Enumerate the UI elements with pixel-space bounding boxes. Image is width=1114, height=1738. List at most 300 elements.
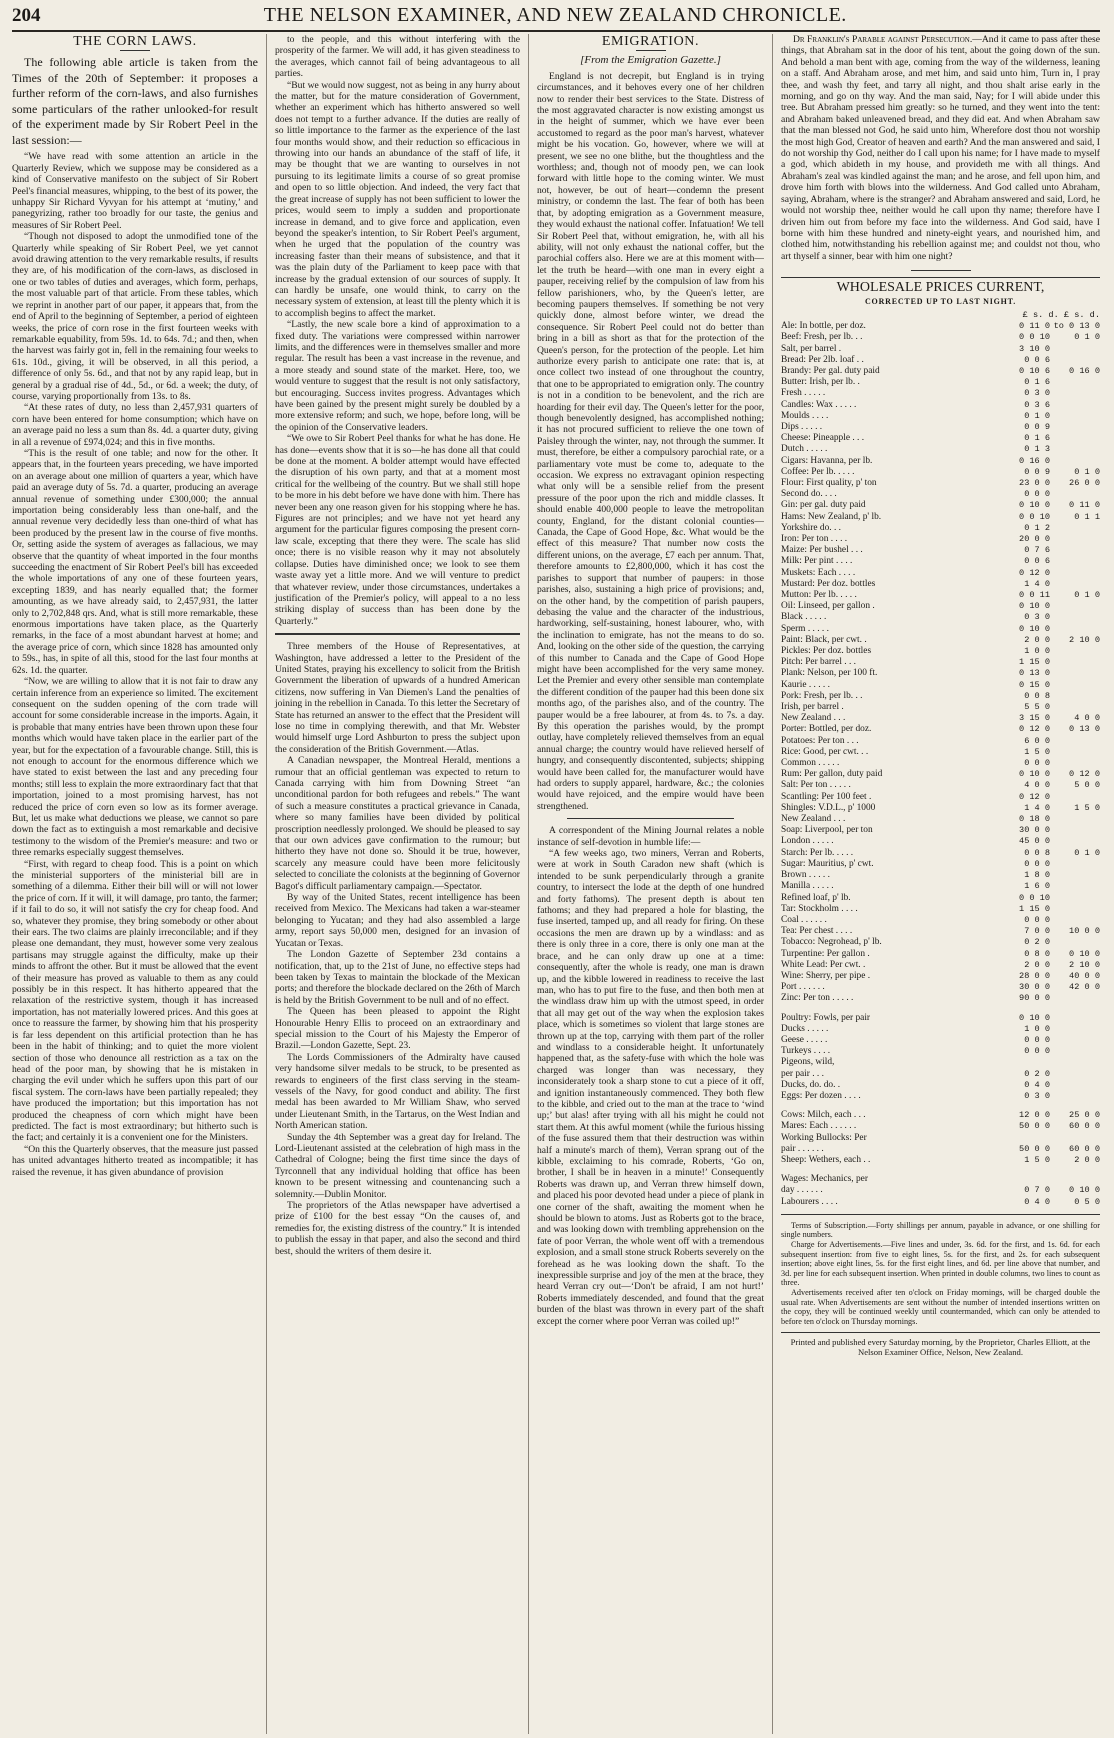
price-item: Hams: New Zealand, p' lb. [781, 511, 882, 522]
price-high [1050, 937, 1100, 948]
price-high: 42 0 0 [1069, 982, 1100, 993]
price-high: 0 5 0 [1074, 1196, 1100, 1207]
paragraph: “First, with regard to cheap food. This is a point on which the ministerial supporters of the ministerial bill are in something of a dilemma. Either their bill will or will not lower the price of corn. If it will, it will damage, pro tanto, the farmer; if it fail to do so, it will not satisfy the cry for cheap food. And so, whatever they promise, they bring somebody or other about their ears. The two claims are plainly irreconcilable; and if they please one demandant, they must, however some very zealous partisans may struggle against the difficulty, make up their minds to affront the other. But it must be allowed that the event of their measure has proved as valuable to them as any could possibly be in this respect. It has hitherto appeared that the relaxation of the restrictive system, though it has increased importation, has not materially lowered prices. And this goes at once to reassure the farmer, by showing him that his prosperity is far less dependent on this artificial protection than he has been in the habit of thinking; and to quiet the more violent section of those who denounce all restriction as a tax on the head of the poor man, by showing that he is mistaken in charging the evil under which he suffers upon this part of our fiscal system. The corn-laws have been partially repealed; they have produced the importation; but this importation has not produced the cheapness of corn which might have been predicted. The fact is most extraordinary; but hitherto such is the fact; and certainly it is a convenient one for the Ministers. [12, 858, 258, 1144]
price-low: 0 0 11 [1019, 590, 1050, 601]
price-high [1050, 624, 1100, 635]
price-row [781, 915, 1100, 926]
price-row [781, 624, 1100, 635]
price-low: 0 15 0 [1019, 679, 1050, 690]
price-high [1050, 1091, 1100, 1102]
price-item: Tea: Per chest . . . . [781, 926, 853, 937]
price-low: 0 10 6 [1019, 365, 1050, 376]
price-item: Candles: Wax . . . . . [781, 399, 857, 410]
price-low: 0 0 0 [1024, 914, 1050, 925]
price-item: Gin: per gal. duty paid [781, 500, 866, 511]
price-high [1050, 456, 1100, 467]
livestock-table [781, 1110, 1100, 1166]
price-row [781, 1174, 1100, 1185]
corn-laws-heading: THE CORN LAWS. [73, 34, 197, 49]
price-item: Poultry: Fowls, per pair [781, 1012, 871, 1023]
paragraph: The proprietors of the Atlas newspaper have advertised a prize of £100 for the best essay “On the causes of, and remedies for, the existing distress of the country.” It is intended to publish the essay in that paper, and also the second and third best, should the writers of them desire it. [275, 1200, 520, 1257]
price-high: 0 13 0 [1069, 724, 1100, 735]
price-low: 1 0 0 [1024, 646, 1050, 657]
price-row [781, 668, 1100, 679]
price-high [1050, 1046, 1100, 1057]
price-row [781, 1185, 1100, 1196]
price-high [1050, 1035, 1100, 1046]
price-high [1050, 904, 1100, 915]
price-low: 0 7 6 [1024, 545, 1050, 556]
paragraph: “A few weeks ago, two miners, Verran and Roberts, were at work in South Caradon new shaft (which is intended to be sunk perpendicularly through a granite country, to intersect the lode at the depth of one hundred and forty fathoms). The present depth is about ten fathoms; and they had prepared a hole for blasting, the fuse inserted, tamped up, and all ready for firing. On these occasions the men are drawn up by a windlass: and as there is only three in a core, there is only one man at the brace, and he can only draw up one at a time: consequently, after the whole is ready, one man is drawn up, and the kibble lowered in readiness to receive the last man, who has to put fire to the fuse, and then both men at the windlass draw him up with the utmost speed, in order that all may get out of the way when the explosion takes place, which is sometimes so violent that large stones are thrown up at the top, carrying with them part of the roller and windlass to a considerable height. It unfortunately happened that, as the safety-fuse with which the hole was charged was longer than was necessary, they inconsiderately took a sharp stone to cut a piece of it off, and ignition instantaneously commenced. They both flew to the kibble, and cried out to the man at the trace to ‘wind up;’ but alas! after trying with all his might he could not start them. At this awful moment (while the furious hissing of the fuse assured them that their destruction was within half a minute's march of them), Verran sprang out of the kibble, exclaiming to his comrade, Roberts, ‘Go on, brother, I shall be in heaven in a minute!’ Consequently Roberts was drawn up, and Verran threw himself down, and placed his poor devoted head under a piece of plank in one corner of the shaft, awaiting the moment when he should be blown to atoms. Just as Roberts got to the brace, and was looking down with trembling apprehension on the fate of poor Verran, the whole went off with a tremendous explosion, and a small stone struck Roberts severely on the forehead as he was looking down the shaft. To the inexpressible surprise and joy of the men at the brace, they heard Verran cry out—‘Don't be afraid, I am not hurt!’ Roberts immediately descended, and found that the great burden of the blast was thrown in every part of the shaft except the corner where poor Verran was coiled up!” [537, 848, 764, 1327]
price-item: Starch: Per lb. . . . . [781, 847, 854, 858]
price-high [1050, 545, 1100, 556]
price-item: Yorkshire do. . . [781, 522, 841, 533]
price-high: 0 1 0 [1074, 847, 1100, 858]
price-item: Rice: Good, per cwt. . . [781, 746, 869, 757]
price-row [781, 590, 1100, 601]
columns [12, 34, 1100, 1734]
price-high [1050, 523, 1100, 534]
price-low: 0 11 0 [1019, 321, 1050, 332]
price-row [781, 478, 1100, 489]
price-high [1050, 668, 1100, 679]
price-item: Ale: In bottle, per doz. [781, 321, 866, 332]
price-high [1050, 344, 1100, 355]
paragraph: The Queen has been pleased to appoint the Right Honourable Henry Ellis to proceed on an extraordinary and special mission to the Court of his Majesty the Emperor of Brazil.—London Gazette, Sept. 23. [275, 1006, 520, 1052]
price-item: Mutton: Per lb. . . . . [781, 590, 857, 601]
price-row [781, 400, 1100, 411]
price-item: pair . . . . . . [781, 1143, 824, 1154]
price-row [781, 1035, 1100, 1046]
price-low: 0 1 0 [1024, 410, 1050, 421]
price-row [781, 388, 1100, 399]
price-high: 2 10 0 [1069, 959, 1100, 970]
price-high: to 0 13 0 [1053, 321, 1100, 332]
price-item: Brown . . . . . [781, 870, 830, 881]
price-low: 1 4 0 [1024, 578, 1050, 589]
wages-table [781, 1174, 1100, 1208]
paragraph: “We have read with some attention an article in the Quarterly Review, which we suppose may be considered as a kind of Conservative manifesto on the subject of Sir Robert Peel's financial measures, whipping, to the best of its power, the unhappy Sir Richard Vyvyan for his attempt at ‘mutiny,’ and panegyrizing, rather too broadly for our taste, the genius and measures of Sir Robert Peel. [12, 151, 258, 231]
price-low: 0 16 0 [1019, 455, 1050, 466]
price-row [781, 836, 1100, 847]
price-low: 0 1 3 [1024, 444, 1050, 455]
mining-story [537, 825, 764, 1327]
price-row [781, 960, 1100, 971]
price-row [781, 993, 1100, 1004]
price-low: 0 0 6 [1024, 556, 1050, 567]
price-high [1050, 1174, 1100, 1185]
price-high [1050, 893, 1100, 904]
price-high [1050, 422, 1100, 433]
price-row [781, 1155, 1100, 1166]
price-high [1050, 1069, 1100, 1080]
price-high [1050, 612, 1100, 623]
price-low: 0 0 0 [1024, 489, 1050, 500]
price-row [781, 982, 1100, 993]
price-row [781, 1080, 1100, 1091]
prices-units [781, 310, 1100, 321]
price-item: Cows: Milch, each . . . [781, 1110, 866, 1121]
price-row [781, 870, 1100, 881]
price-high [1050, 993, 1100, 1004]
price-row [781, 769, 1100, 780]
price-item: Ducks, do. do. . [781, 1079, 841, 1090]
price-low: 0 12 0 [1019, 567, 1050, 578]
price-row [781, 579, 1100, 590]
price-high [1050, 1057, 1100, 1068]
price-item: Turpentine: Per gallon . [781, 948, 870, 959]
divider [567, 818, 734, 819]
price-row [781, 691, 1100, 702]
price-high [1050, 568, 1100, 579]
price-high: 26 0 0 [1069, 477, 1100, 488]
price-low [998, 1174, 1050, 1185]
price-row [781, 467, 1100, 478]
price-low: 90 0 0 [1019, 993, 1050, 1004]
price-high: 0 1 0 [1074, 332, 1100, 343]
emigration-body [537, 71, 764, 812]
price-row [781, 803, 1100, 814]
emigration-heading: EMIGRATION. [601, 34, 700, 49]
price-low: 0 3 0 [1024, 612, 1050, 623]
price-row [781, 1046, 1100, 1057]
price-item: Soap: Liverpool, per ton [781, 825, 873, 836]
price-row [781, 512, 1100, 523]
price-high: 2 10 0 [1069, 634, 1100, 645]
column-3 [528, 34, 764, 1734]
price-item: Turkeys . . . . [781, 1046, 831, 1057]
price-row [781, 489, 1100, 500]
price-row [781, 881, 1100, 892]
price-item: Fresh . . . . . [781, 388, 826, 399]
units-label: £ s. d. £ s. d. [1022, 309, 1100, 320]
price-high: 4 0 0 [1074, 713, 1100, 724]
price-low: 0 0 10 [1019, 892, 1050, 903]
price-low: 5 5 0 [1024, 702, 1050, 713]
price-row [781, 366, 1100, 377]
price-row [781, 456, 1100, 467]
price-item: Pickles: Per doz. bottles [781, 646, 872, 657]
column-1 [12, 34, 258, 1734]
paragraph: A correspondent of the Mining Journal relates a noble instance of self-devotion in humble life:— [537, 825, 764, 848]
price-item: New Zealand . . . [781, 713, 846, 724]
price-high: 10 0 0 [1069, 926, 1100, 937]
price-item: Moulds . . . . [781, 410, 829, 421]
price-item: Muskets: Each . . . . [781, 567, 856, 578]
prices-heading: WHOLESALE PRICES CURRENT, [781, 277, 1100, 293]
price-row [781, 724, 1100, 735]
price-item: Shingles: V.D.L., p' 1000 [781, 802, 876, 813]
price-row [781, 747, 1100, 758]
price-high: 40 0 0 [1069, 970, 1100, 981]
price-low: 0 10 0 [1019, 500, 1050, 511]
price-row [781, 500, 1100, 511]
price-low: 0 2 0 [1024, 1068, 1050, 1079]
paragraph: “But we would now suggest, not as being in any hurry about the matter, but for the mature consideration of Government, whether an experiment which has hitherto answered so well does not tempt to a further advance. If the duties are really of so little importance to the farmer as the experience of the last four months would show, and their reduction so efficacious in throwing into our hands an abundance of the staff of life, it may be thought that we are wanting to ourselves in not pursuing to its legitimate limits a course of so great promise and open to so little objection. And indeed, the very fact that the great increase of supply has not been sufficient to lower the prices, would seem to imply a sudden and proportionate increase in demand, and to give force and application, even beyond the speaker's intention, to Sir Robert Peel's argument, when he urged that the population of the country was increasing faster than their means of subsistence, and that it was the plain duty of the Parliament to keep pace with that increase by the gradual extension of our sources of supply. It can hardly be unsafe, one would think, to carry on the necessary system of extension, at least till the plenty which it is to accomplish begins to affect the market. [275, 79, 520, 319]
price-row [781, 1144, 1100, 1155]
price-low: 0 1 2 [1024, 522, 1050, 533]
column-4 [772, 34, 1100, 1734]
price-low: 50 0 0 [1019, 1143, 1050, 1154]
price-low: 45 0 0 [1019, 836, 1050, 847]
price-row [781, 321, 1100, 332]
price-high: 0 16 0 [1069, 365, 1100, 376]
price-low: 0 1 6 [1024, 433, 1050, 444]
price-row [781, 780, 1100, 791]
price-low: 0 3 0 [1024, 1090, 1050, 1101]
price-item: White Lead: Per cwt. . [781, 959, 866, 970]
price-low: 4 0 0 [1024, 780, 1050, 791]
price-high: 0 10 0 [1069, 1185, 1100, 1196]
price-high [1050, 680, 1100, 691]
price-row [781, 702, 1100, 713]
price-item: Brandy: Per gal. duty paid [781, 365, 880, 376]
price-high [1050, 556, 1100, 567]
price-high [1050, 825, 1100, 836]
price-row [781, 713, 1100, 724]
price-row [781, 545, 1100, 556]
price-item: Cheese: Pineapple . . . [781, 433, 865, 444]
price-high [1050, 534, 1100, 545]
price-item: Rum: Per gallon, duty paid [781, 769, 883, 780]
price-row [781, 859, 1100, 870]
price-item: Coffee: Per lb. . . . . [781, 466, 855, 477]
price-row [781, 893, 1100, 904]
price-item: Coal . . . . . . [781, 914, 827, 925]
paragraph: to the people, and this without interfering with the prosperity of the farmer. We will add, it has given steadiness to the averages, which cannot fail of being advantageous to all parties. [275, 34, 520, 80]
divider [120, 50, 150, 51]
price-low: 3 15 0 [1019, 713, 1050, 724]
price-low: 0 0 10 [1019, 511, 1050, 522]
price-low: 1 15 0 [1019, 903, 1050, 914]
price-high [1050, 377, 1100, 388]
price-item: Bread: Per 2lb. loaf . . [781, 354, 864, 365]
price-low [998, 1133, 1050, 1144]
price-item: Ducks . . . . . [781, 1023, 829, 1034]
price-low: 0 0 9 [1024, 466, 1050, 477]
price-high [1050, 1024, 1100, 1035]
emigration-source: [From the Emigration Gazette.] [580, 54, 721, 67]
price-low: 0 4 0 [1024, 1196, 1050, 1207]
price-row [781, 635, 1100, 646]
price-high [1050, 702, 1100, 713]
price-item: Sheep: Wethers, each . . [781, 1154, 871, 1165]
corn-laws-intro: The following able article is taken from the Times of the 20th of September: it proposes a further reform of the corn-laws, and also furnishes some particulars of the rather unlooked-for result of the experiment made by Sir Robert Peel in the last session:— [12, 55, 258, 147]
price-row [781, 904, 1100, 915]
price-row [781, 1197, 1100, 1208]
price-row [781, 646, 1100, 657]
divider [275, 633, 520, 635]
price-item: Kaurie . . . . . [781, 679, 830, 690]
price-high: 0 11 0 [1069, 500, 1100, 511]
terms-notice: Advertisements received after ten o'clock on Friday mornings, will be charged double the usual rate. When Advertisements are sent without the number of intended insertions written on the copy, they will be continued weekly until countermanded, which can only be attended to before ten o'clock on Thursday mornings. [781, 1287, 1100, 1326]
price-item: Manilla . . . . . [781, 881, 834, 892]
paragraph: The Lords Commissioners of the Admiralty have caused very handsome silver medals to be struck, to be presented as rewards to engineers of the first class serving in the steam-vessels of the Navy, for good conduct and ability. The first medal has been awarded to Mr William Shaw, who served under Lieutenant Smith, in the Tartarus, on the West Indian and North American station. [275, 1051, 520, 1132]
price-low: 20 0 0 [1019, 534, 1050, 544]
price-high [1050, 657, 1100, 668]
price-item: Working Bullocks: Per [781, 1132, 867, 1143]
price-item: Irish, per barrel . [781, 702, 844, 713]
price-row [781, 926, 1100, 937]
price-row [781, 433, 1100, 444]
price-low: 1 4 0 [1024, 802, 1050, 813]
price-high [1050, 870, 1100, 881]
price-low: 12 0 0 [1019, 1110, 1050, 1121]
price-low: 1 8 0 [1024, 870, 1050, 881]
price-row [781, 657, 1100, 668]
price-high [1050, 1080, 1100, 1091]
price-low: 0 13 0 [1019, 668, 1050, 679]
price-item: Eggs: Per dozen . . . . [781, 1090, 861, 1101]
price-high [1050, 814, 1100, 825]
price-row [781, 568, 1100, 579]
price-row [781, 814, 1100, 825]
price-item: Beef: Fresh, per lb. . . [781, 332, 863, 343]
price-row [781, 736, 1100, 747]
price-low: 0 12 0 [1019, 724, 1050, 735]
parable [781, 34, 1100, 262]
price-item: Mustard: Per doz. bottles [781, 578, 876, 589]
price-high [1050, 388, 1100, 399]
price-item: Dutch . . . . . [781, 444, 828, 455]
price-row [781, 937, 1100, 948]
price-row [781, 1057, 1100, 1068]
price-row [781, 411, 1100, 422]
price-item: Tar: Stockholm . . . . [781, 903, 858, 914]
price-row [781, 355, 1100, 366]
price-row [781, 680, 1100, 691]
price-item: Wages: Mechanics, per [781, 1174, 868, 1185]
price-item: Wine: Sherry, per pipe . [781, 970, 871, 981]
price-row [781, 758, 1100, 769]
price-item: Paint: Black, per cwt. . [781, 634, 867, 645]
price-row [781, 377, 1100, 388]
price-item: Potatoes: Per ton . . . [781, 735, 859, 746]
price-item: Zinc: Per ton . . . . . [781, 993, 854, 1004]
news-items [275, 641, 520, 1257]
price-high [1050, 433, 1100, 444]
page-number: 204 [12, 5, 41, 26]
price-item: Pitch: Per barrel . . . [781, 657, 856, 668]
price-item: Iron: Per ton . . . . [781, 534, 848, 544]
price-low: 1 15 0 [1019, 657, 1050, 668]
price-high [1050, 400, 1100, 411]
price-item: Common . . . . . [781, 758, 840, 769]
paragraph: “Though not disposed to adopt the unmodified tone of the Quarterly while speaking of Sir Robert Peel, we yet cannot avoid drawing attention to the very remarkable results, if results they are, of his modification of the corn-laws, as disclosed in one or two tables of duties and averages, which form, perhaps, the most valuable part of that article. From these tables, which we reprint in another part of our paper, it appears that, from the end of April to the beginning of September, a period of eighteen weeks, the price of corn rose in the first fourteen weeks with remarkable equability, from 59s. 1d. to 64s. 7d.; and then, when the harvest was fairly got in, fell in the remaining four weeks to 61s. 10d., giving, it will be observed, in all this period, a difference of only 5s. 6d., and that not by any rapid leap, but in general by a gradual rise of 4d., 5d., or 6d. a week; the duty, of course, varying proportionally from 13s. to 8s. [12, 231, 258, 402]
price-item: Oil: Linseed, per gallon . [781, 601, 875, 612]
price-item: Butter: Irish, per lb. . [781, 377, 860, 388]
price-high [1050, 792, 1100, 803]
price-high [1050, 736, 1100, 747]
price-item: Geese . . . . . [781, 1034, 828, 1045]
price-low: 0 7 0 [1024, 1185, 1050, 1196]
price-row [781, 444, 1100, 455]
price-low: 0 10 0 [1019, 1012, 1050, 1023]
price-row [781, 1069, 1100, 1080]
price-low: 2 0 0 [1024, 634, 1050, 645]
price-low: 0 0 0 [1024, 858, 1050, 869]
price-row [781, 1091, 1100, 1102]
price-high: 60 0 0 [1069, 1143, 1100, 1154]
price-item: Salt, per barrel . [781, 343, 842, 354]
price-high: 0 1 1 [1074, 511, 1100, 522]
price-low: 6 0 0 [1024, 735, 1050, 746]
price-item: Plank: Nelson, per 100 ft. [781, 668, 878, 679]
price-high: 0 10 0 [1069, 948, 1100, 959]
price-row [781, 534, 1100, 545]
price-high: 0 12 0 [1069, 769, 1100, 780]
price-low: 0 18 0 [1019, 814, 1050, 825]
price-low: 30 0 0 [1019, 982, 1050, 993]
imprint: Printed and published every Saturday morning, by the Proprietor, Charles Elliott, at the Nelson Examiner Office, Nelson, New Zealand. [781, 1332, 1100, 1357]
price-row [781, 344, 1100, 355]
price-high [1050, 915, 1100, 926]
price-row [781, 332, 1100, 343]
price-high [1050, 489, 1100, 500]
price-item: Sperm . . . . . [781, 623, 829, 634]
price-row [781, 523, 1100, 534]
price-row [781, 556, 1100, 567]
price-low: 0 10 0 [1019, 601, 1050, 612]
price-low: 0 0 10 [1019, 332, 1050, 343]
price-low: 1 0 0 [1024, 1023, 1050, 1034]
price-low: 0 12 0 [1019, 791, 1050, 802]
price-low: 0 10 0 [1019, 623, 1050, 634]
column-2 [266, 34, 520, 1734]
paragraph: England is not decrepit, but England is in trying circumstances, and it behoves every one of her children now to render their best services to the State. Distress of the most aggravated character is now existing amongst us in the height of summer, which we have ever been accustomed to regard as the poor man's harvest, whatever might be his vocation. Go, however, where we will at present, we see no one blithe, but the thoughtless and the worthless; and, though not of moody pen, we can look forward with little hope to the coming winter. We must not, however, be out of heart—condemn the present ministry, or condemn the last. The fear of both has been that, by adopting emigration as a Government measure, they would exhaust the national coffer. Infatuation! We tell Sir Robert Peel that, without emigration, he, with all his ability, will not only exhaust the national coffer, but the parochial coffers also. Here we are at this moment with—let the truth be heard—with one man in every eight a pauper, receiving relief by the compulsion of law from his fellow parishioners, who, by the Queen's letter, are becoming paupers themselves. If something be not very quickly done, almost before winter, we dread the consequence. Sir Robert Peel could not do better than bring in a bill as short as that for the protection of the Queen's person, for the protection of the people. Let him authorize every parish to anticipate one rate: that is, at once collect two instead of one throughout the country, that one to be appropriated to emigration only. The country is not in a condition to be benevolent, and the rich are hoarding for their evil day. The Queen's letter for the poor, though benevolently designed, has accomplished nothing; it has not procured sufficient to relieve the one town of Paisley through the winter, nay, not through the summer. It must, therefore, be either a compulsory parochial rate, or a parliamentary vote must be come to, adequate to the occasion. We express no extravagant opinion respecting what only will be a sensible relief from the present pressure of the poor upon the rich and middle classes. It should enable 400,000 people to leave the metropolitan county, England, for the distant colonial counties—Canada, the Cape of Good Hope, &c. What would be the effect of this measure? That number now costs the different unions, on the average, £7 each per annum. That, therefore amounts to £2,800,000, which it has cost the parishes to support that number of paupers: in those parishes, also, sustaining a high price of provisions; and, on the other hand, by the competition of parish paupers, debasing the value and the character of the industrious, hardworking, self-sustaining, honest labourer, who, with the inclination to emigrate, has not the means to do so. And, looking on the other side of the question, the carrying of this number to Canada and the Cape of Good Hope might have been accomplished for the very same money. Let the Premier and every other sensible man contemplate the different condition of the pauper had this been done six months ago, of the parishes also, and of the country. The pauper would be a free labourer, at from 4s. to 7s. a day. By this operation the parishes would, by the prompt outlay, have completely relieved themselves from an equal annual charge; the country would have relieved herself of hungry, and consequently discontented, subjects; shipping would have been called for, the manufacturer would have had orders to supply apparel, hardware, &c.; the colonies would have rejoiced, and the empire would have been strengthened. [537, 70, 764, 812]
price-low: 0 0 8 [1024, 690, 1050, 701]
price-high [1050, 758, 1100, 769]
price-high [1050, 1133, 1100, 1144]
price-low: 2 0 0 [1024, 959, 1050, 970]
price-item: Port . . . . . . [781, 982, 825, 993]
terms-block [781, 1221, 1100, 1327]
price-low: 23 0 0 [1019, 477, 1050, 488]
parable-title: Dr Franklin's Parable against Persecution. [793, 34, 973, 45]
price-row [781, 1121, 1100, 1132]
price-low: 0 3 0 [1024, 388, 1050, 399]
price-row [781, 792, 1100, 803]
paragraph: By way of the United States, recent intelligence has been received from Mexico. The Mexicans had taken a war-steamer belonging to Yucatan; and they had also assembled a large army, report says 50,000 men, designed for an invasion of Yucatan or Texas. [275, 892, 520, 949]
terms-advertising: Charge for Advertisements.—Five lines and under, 3s. 6d. for the first, and 1s. 6d. for each subsequent insertion: from five to eight lines, 5s. for the first, and 2s. for each subsequent insertion; above eight lines, 5s. for the first eight lines, and 6d. per line above that number, and 3d. per line for each subsequent insertion. When printed in double columns, two lines to count as three. [781, 1239, 1100, 1288]
price-high [1050, 579, 1100, 590]
price-low: 3 10 0 [1019, 343, 1050, 354]
price-low: 1 5 0 [1024, 746, 1050, 757]
paragraph: Sunday the 4th September was a great day for Ireland. The Lord-Lieutenant assisted at the celebration of high mass in the Cathedral of Cologne; being the first time since the days of Tyrconnell that any individual holding that office has been known to be present witnessing and countenancing such a solemnity.—Dublin Monitor. [275, 1131, 520, 1200]
price-item: Dips . . . . . [781, 421, 823, 432]
price-row [781, 971, 1100, 982]
corn-laws-continued [275, 34, 520, 627]
terms-subscription: Terms of Subscription.—Forty shillings per annum, payable in advance, or one shilling for single numbers. [781, 1220, 1100, 1240]
price-low: 0 4 0 [1024, 1079, 1050, 1090]
parable-text: —And it came to pass after these things, that Abraham sat in the door of his tent, about the going down of the sun. And behold a man bent with age, coming from the way of the wilderness, leaning on a staff. And Abraham arose, and met him, and said unto him, Turn in, I pray thee, and wash thy feet, and tarry all night, and thou shalt arise early in the morning, and go on thy way. And the man said, Nay; for I will abide under this tree. But Abraham pressed him greatly: so he turned, and they went into the tent: and Abraham baked unleavened bread, and they did eat. And when Abraham saw that the man blessed not God, he said unto him, Wherefore dost thou not worship the most high God, Creator of heaven and earth? And the man answered and said, I do not worship thy God, neither do I call upon his name; for I have made to myself a god, which abideth in my house, and provideth me with all things. And Abraham's zeal was kindled against the man; and he arose, and fell upon him, and drove him forth with blows into the wilderness. And God called unto Abraham, saying, Abraham, where is the stranger? and Abraham answered and said, Lord, he would not worship thee, neither would he call upon thy name; therefore have I driven him out from before my face into the wilderness. And God said, have I borne with him these hundred and ninety-eight years, and nourished him, and clothed him, notwithstanding his rebellion against me; and couldst not thou, who art thyself a sinner, bear with him one night? [781, 34, 1100, 262]
paragraph: Three members of the House of Representatives, at Washington, have addressed a letter to the President of the United States, praying his excellency to solicit from the British Government the liberation of upwards of a hundred American citizens, now suffering in Van Diemen's Land the penalties of joining in the rebellion in Canada. To this letter the Secretary of State has returned an answer to the effect that the President will lose no time in complying therewith, and that Mr. Webster would himself urge Lord Ashburton to press the subject upon the consideration of the British Government.—Atlas. [275, 641, 520, 755]
price-item: Pigeons, wild, [781, 1057, 835, 1068]
price-low: 50 0 0 [1019, 1121, 1050, 1132]
price-row [781, 422, 1100, 433]
price-high [1050, 355, 1100, 366]
price-high [1050, 646, 1100, 657]
paragraph: “Lastly, the new scale bore a kind of approximation to a fixed duty. The variations were compressed within narrower limits, and the differences were in themselves smaller and more regular. The result has been a vast increase in the revenue, and a more steady and sound state of the market. Here, too, we would venture to suggest that the result is not only satisfactory, but encouraging. Success invites progress. Advantages which have been gained by the present might surely be doubled by a more extensive reform; and such, we hope, before long, will be the opinion of the Conservative leaders. [275, 319, 520, 433]
divider [911, 270, 971, 271]
price-low: 0 0 9 [1024, 421, 1050, 432]
price-high [1050, 836, 1100, 847]
prices-table [781, 321, 1100, 1004]
price-item: day . . . . . . [781, 1185, 823, 1196]
price-high: 5 0 0 [1074, 780, 1100, 791]
price-item: Labourers . . . . [781, 1196, 838, 1207]
price-low: 0 0 0 [1024, 758, 1050, 769]
